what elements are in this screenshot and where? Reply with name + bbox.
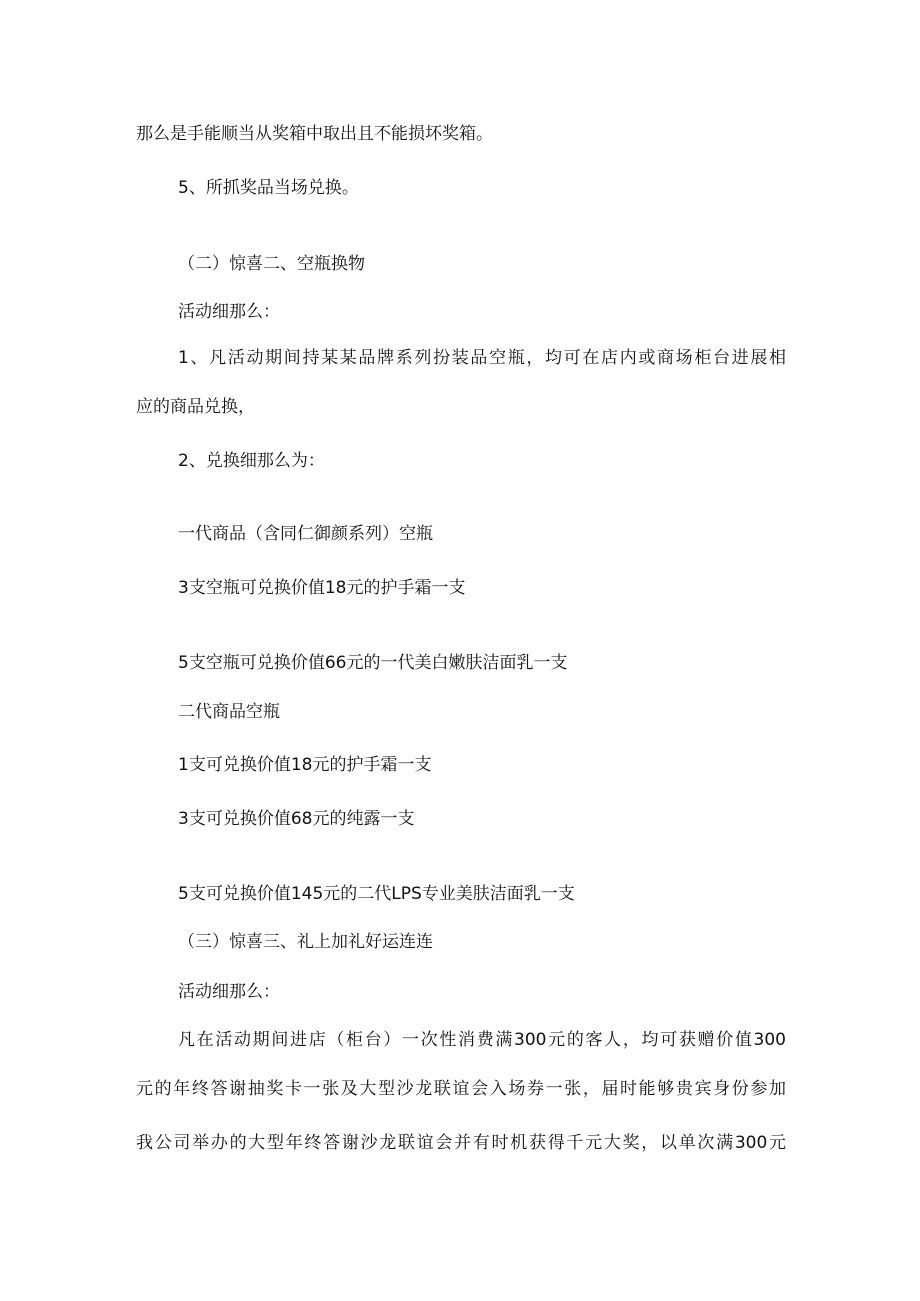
paragraph-line: 那么是手能顺当从奖箱中取出且不能损坏奖箱。 (136, 124, 493, 144)
paragraph-line: 元的年终答谢抽奖卡一张及大型沙龙联谊会入场券一张，届时能够贵宾身份参加 (136, 1079, 786, 1099)
paragraph-line: 凡在活动期间进店（柜台）一次性消费满300元的客人，均可获赠价值300 (178, 1030, 786, 1050)
paragraph-line: 2、兑换细那么为： (178, 451, 325, 471)
paragraph-line: 一代商品（含同仁御颜系列）空瓶 (178, 524, 433, 544)
paragraph-line: 二代商品空瓶 (178, 702, 280, 722)
paragraph-line: 活动细那么： (178, 302, 280, 322)
paragraph-line: 活动细那么： (178, 982, 280, 1002)
paragraph-line: 3支可兑换价值68元的纯露一支 (178, 809, 415, 829)
paragraph-line: 应的商品兑换， (136, 397, 255, 417)
paragraph-line: 1支可兑换价值18元的护手霜一支 (178, 755, 432, 775)
paragraph-line: 5、所抓奖品当场兑换。 (178, 178, 359, 198)
section-heading: （二）惊喜二、空瓶换物 (178, 254, 365, 274)
paragraph-line: 我公司举办的大型年终答谢沙龙联谊会并有时机获得千元大奖，以单次满300元 (136, 1133, 786, 1153)
section-heading: （三）惊喜三、礼上加礼好运连连 (178, 932, 433, 952)
paragraph-line: 3支空瓶可兑换价值18元的护手霜一支 (178, 578, 466, 598)
paragraph-line: 5支可兑换价值145元的二代LPS专业美肤洁面乳一支 (178, 884, 575, 904)
paragraph-line: 5支空瓶可兑换价值66元的一代美白嫩肤洁面乳一支 (178, 653, 568, 673)
paragraph-line: 1、凡活动期间持某某品牌系列扮装品空瓶，均可在店内或商场柜台进展相 (178, 348, 786, 368)
